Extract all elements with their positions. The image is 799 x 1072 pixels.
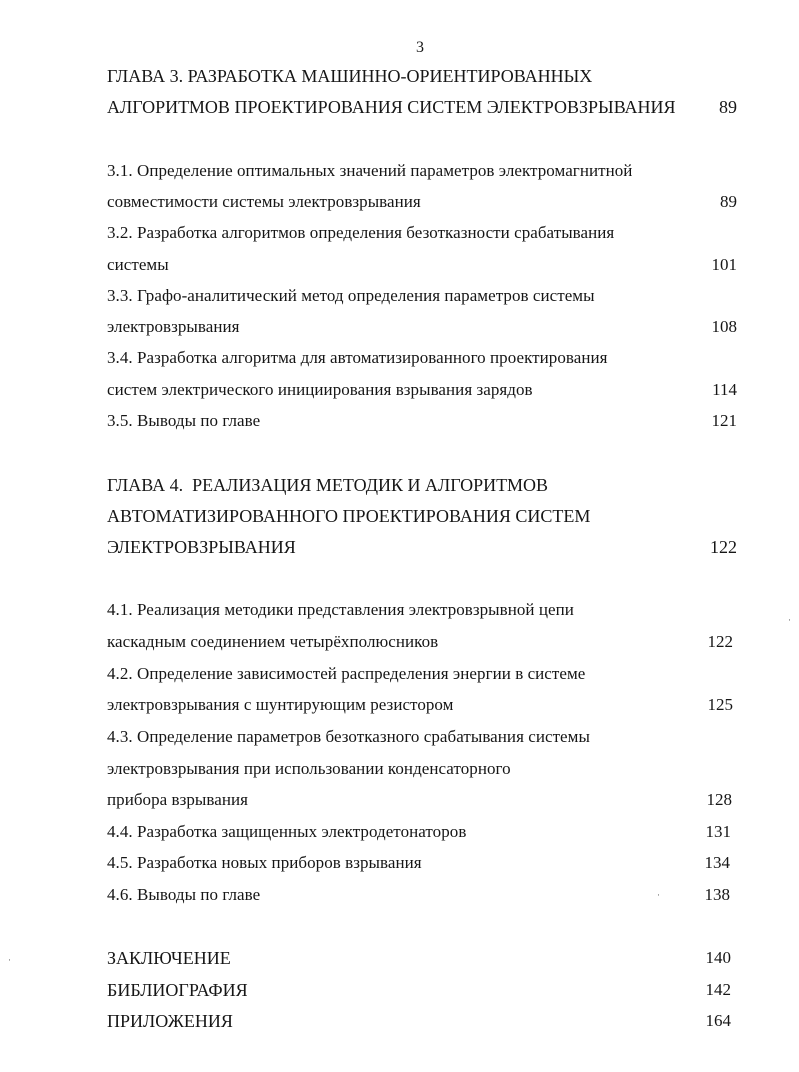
section-4-1-line-2: каскадным соединением четырёхполюсников [107, 632, 439, 651]
section-4-1-line-1: 4.1. Реализация методики представления электровзрывной цепи [107, 600, 574, 619]
section-4-3-line-3: прибора взрывания [107, 790, 249, 809]
section-4-3-line-1: 4.3. Определение параметров безотказного срабатывания системы [107, 727, 590, 746]
section-3-4-page: 114 [712, 380, 737, 399]
scan-speck: · [788, 615, 791, 625]
chapter-3-page: 89 [719, 97, 737, 117]
section-3-3-line-2: электровзрывания [107, 317, 240, 336]
page-number: 3 [416, 39, 424, 56]
section-4-4-line-1: 4.4. Разработка защищенных электродетонаторов [107, 822, 467, 841]
back-matter-bibliography-page: 142 [705, 980, 731, 999]
chapter-4-title-line-3: ЭЛЕКТРОВЗРЫВАНИЯ [107, 537, 296, 557]
chapter-4-page: 122 [710, 537, 737, 557]
back-matter-conclusion: ЗАКЛЮЧЕНИЕ [107, 948, 231, 968]
section-3-1-line-2: совместимости системы электровзрывания [107, 192, 421, 211]
scan-speck: · [657, 890, 660, 900]
section-3-5-page: 121 [711, 411, 737, 430]
back-matter-bibliography: БИБЛИОГРАФИЯ [107, 980, 248, 1000]
chapter-3-title-line-1: ГЛАВА 3. РАЗРАБОТКА МАШИННО-ОРИЕНТИРОВАННЫХ [107, 66, 593, 86]
chapter-4-title-line-2: АВТОМАТИЗИРОВАННОГО ПРОЕКТИРОВАНИЯ СИСТЕМ [107, 506, 591, 526]
section-4-1-page: 122 [707, 632, 733, 651]
section-3-3-page: 108 [711, 317, 737, 336]
section-3-2-line-1: 3.2. Разработка алгоритмов определения безотказности срабатывания [107, 223, 615, 242]
back-matter-conclusion-page: 140 [705, 948, 731, 967]
chapter-4-title-line-1: ГЛАВА 4. РЕАЛИЗАЦИЯ МЕТОДИК И АЛГОРИТМОВ [107, 475, 548, 495]
section-4-2-line-1: 4.2. Определение зависимостей распределения энергии в системе [107, 664, 586, 683]
section-4-2-page: 125 [707, 695, 733, 714]
section-3-4-line-1: 3.4. Разработка алгоритма для автоматизированного проектирования [107, 348, 608, 367]
section-3-2-page: 101 [711, 255, 737, 274]
chapter-3-title-line-2: АЛГОРИТМОВ ПРОЕКТИРОВАНИЯ СИСТЕМ ЭЛЕКТРОВЗРЫВАНИЯ [107, 97, 676, 117]
section-3-1-line-1: 3.1. Определение оптимальных значений параметров электромагнитной [107, 161, 633, 180]
section-4-5-line-1: 4.5. Разработка новых приборов взрывания [107, 853, 422, 872]
section-3-2-line-2: системы [107, 255, 169, 274]
back-matter-appendices-page: 164 [705, 1011, 731, 1030]
section-3-4-line-2: систем электрического инициирования взрывания зарядов [107, 380, 533, 399]
section-3-1-page: 89 [720, 192, 737, 211]
section-4-4-page: 131 [705, 822, 731, 841]
section-4-5-page: 134 [704, 853, 730, 872]
scan-speck: · [8, 955, 11, 965]
section-4-6-page: 138 [704, 885, 730, 904]
back-matter-appendices: ПРИЛОЖЕНИЯ [107, 1011, 233, 1031]
section-3-5-line-1: 3.5. Выводы по главе [107, 411, 261, 430]
section-4-3-line-2: электровзрывания при использовании конденсаторного [107, 759, 511, 778]
section-4-2-line-2: электровзрывания с шунтирующим резистором [107, 695, 454, 714]
section-4-6-line-1: 4.6. Выводы по главе [107, 885, 261, 904]
section-4-3-page: 128 [706, 790, 732, 809]
section-3-3-line-1: 3.3. Графо-аналитический метод определения параметров системы [107, 286, 595, 305]
